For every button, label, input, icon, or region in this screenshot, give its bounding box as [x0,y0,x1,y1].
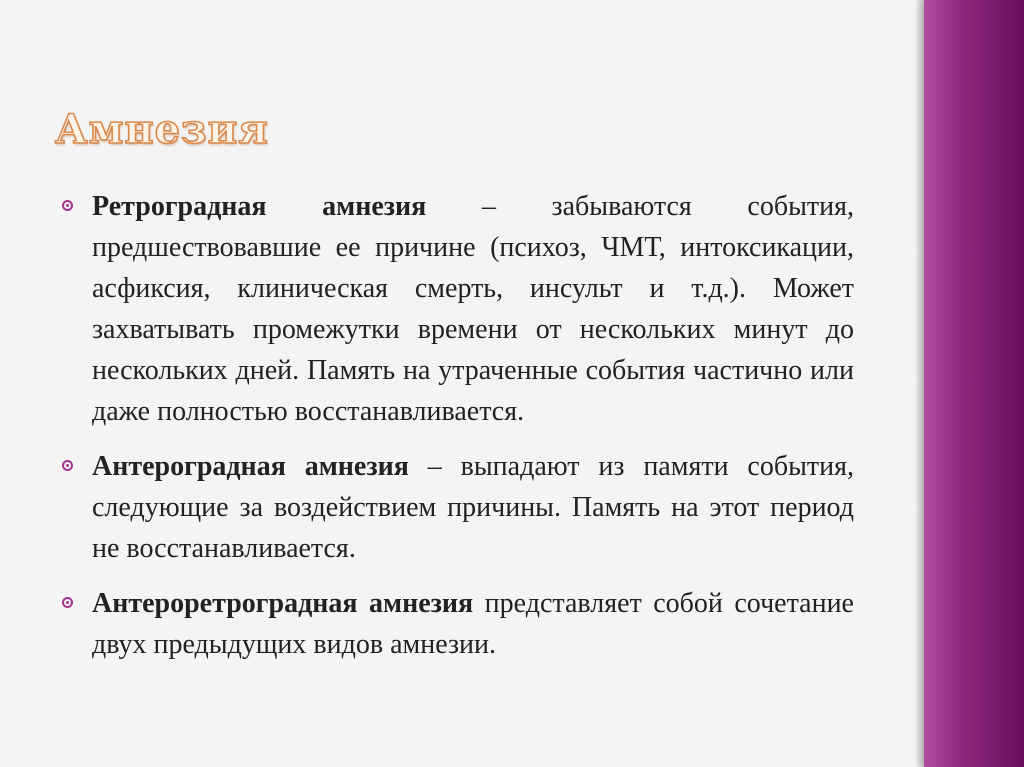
slide-title: Амнезия [55,106,269,153]
term-anteroretrograde: Антероретроградная амнезия [92,588,474,619]
side-strip [916,0,924,767]
circle-bullet-icon [62,460,73,471]
list-item-anterograde [58,446,854,569]
definition-retrograde: – забываются события, предшествовавшие ее причине (психоз, ЧМТ, интоксикации, асфиксия, клиническая смерть, инсульт и т.д.). Может захватывать промежутки времени от нескольких минут до нескольких дней. Память на утраченные события частично или даже полностью восстанавливается. [92,191,854,427]
term-retrograde: Ретроградная амнезия [92,191,427,222]
circle-bullet-icon [62,597,73,608]
definition-anterograde: – выпадают из памяти события, следующие за воздействием причины. Память на этот период не восстанавливается. [92,451,855,564]
bullet-list [58,186,854,679]
term-anterograde: Антероградная амнезия [92,451,409,482]
list-item-anteroretrograde [58,583,854,665]
list-item-retrograde [58,186,854,432]
definition-anteroretrograde: представляет собой сочетание двух предыдущих видов амнезии. [92,588,854,660]
circle-bullet-icon [62,200,73,211]
decorative-sidebar [924,0,1024,767]
